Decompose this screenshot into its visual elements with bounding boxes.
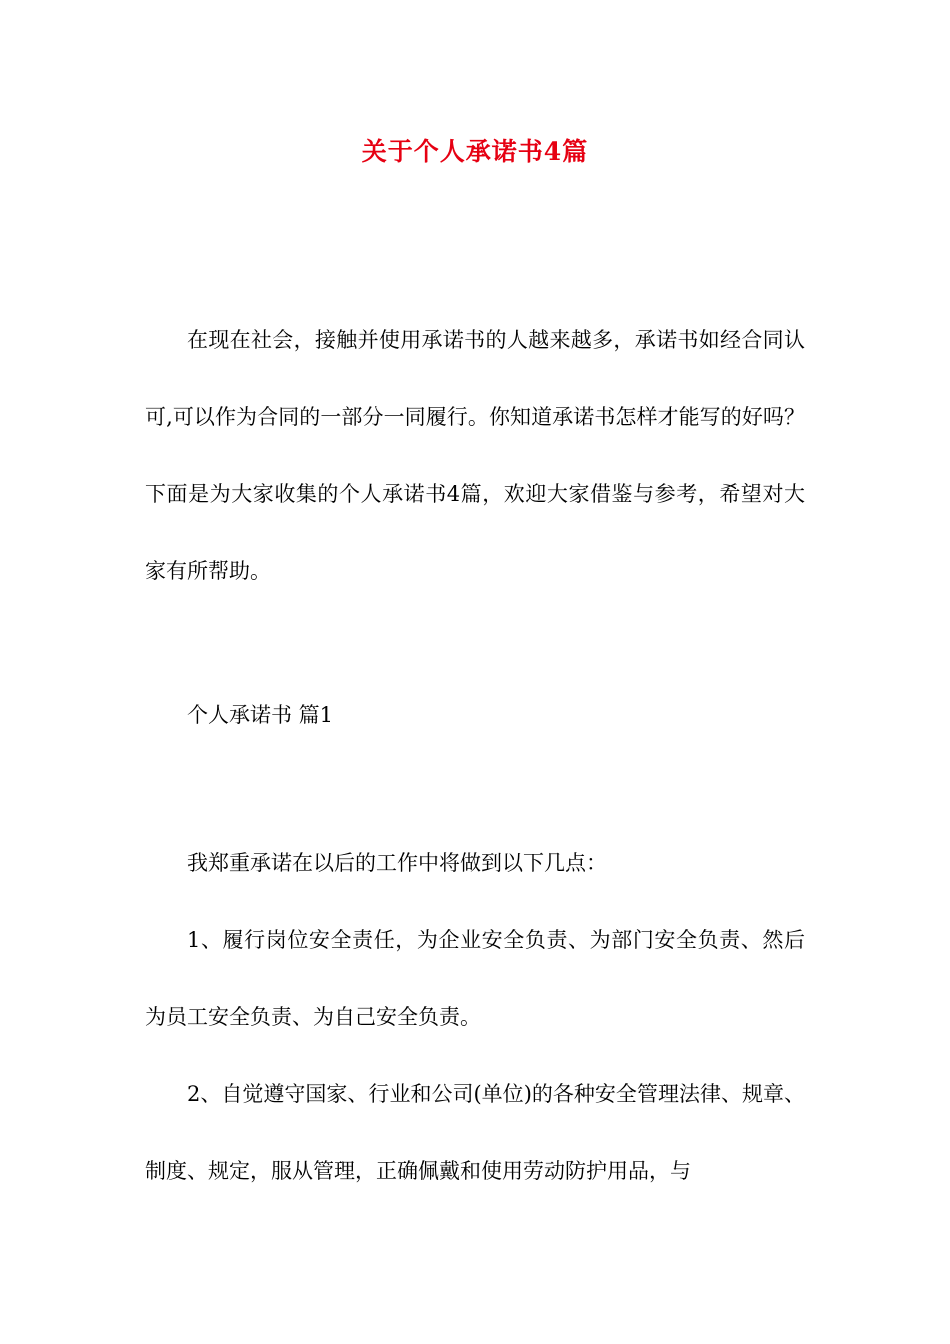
pledge-item-1: 1、履行岗位安全责任，为企业安全负责、为部门安全负责、然后为员工安全负责、为自己安全负责。	[145, 928, 805, 1029]
pledge-item-2: 2、自觉遵守国家、行业和公司(单位)的各种安全管理法律、规章、制度、规定，服从管理，正确佩戴和使用劳动防护用品，与	[145, 1082, 805, 1183]
pledge-intro-paragraph: 我郑重承诺在以后的工作中将做到以下几点：	[187, 851, 607, 875]
intro-paragraph: 在现在社会，接触并使用承诺书的人越来越多，承诺书如经合同认可,可以作为合同的一部分一同履行。你知道承诺书怎样才能写的好吗？下面是为大家收集的个人承诺书4篇，欢迎大家借鉴与参考，希望对大家有所帮助。	[145, 328, 805, 583]
document-title: 关于个人承诺书4篇	[361, 137, 589, 166]
section-heading: 个人承诺书 篇1	[187, 703, 334, 727]
